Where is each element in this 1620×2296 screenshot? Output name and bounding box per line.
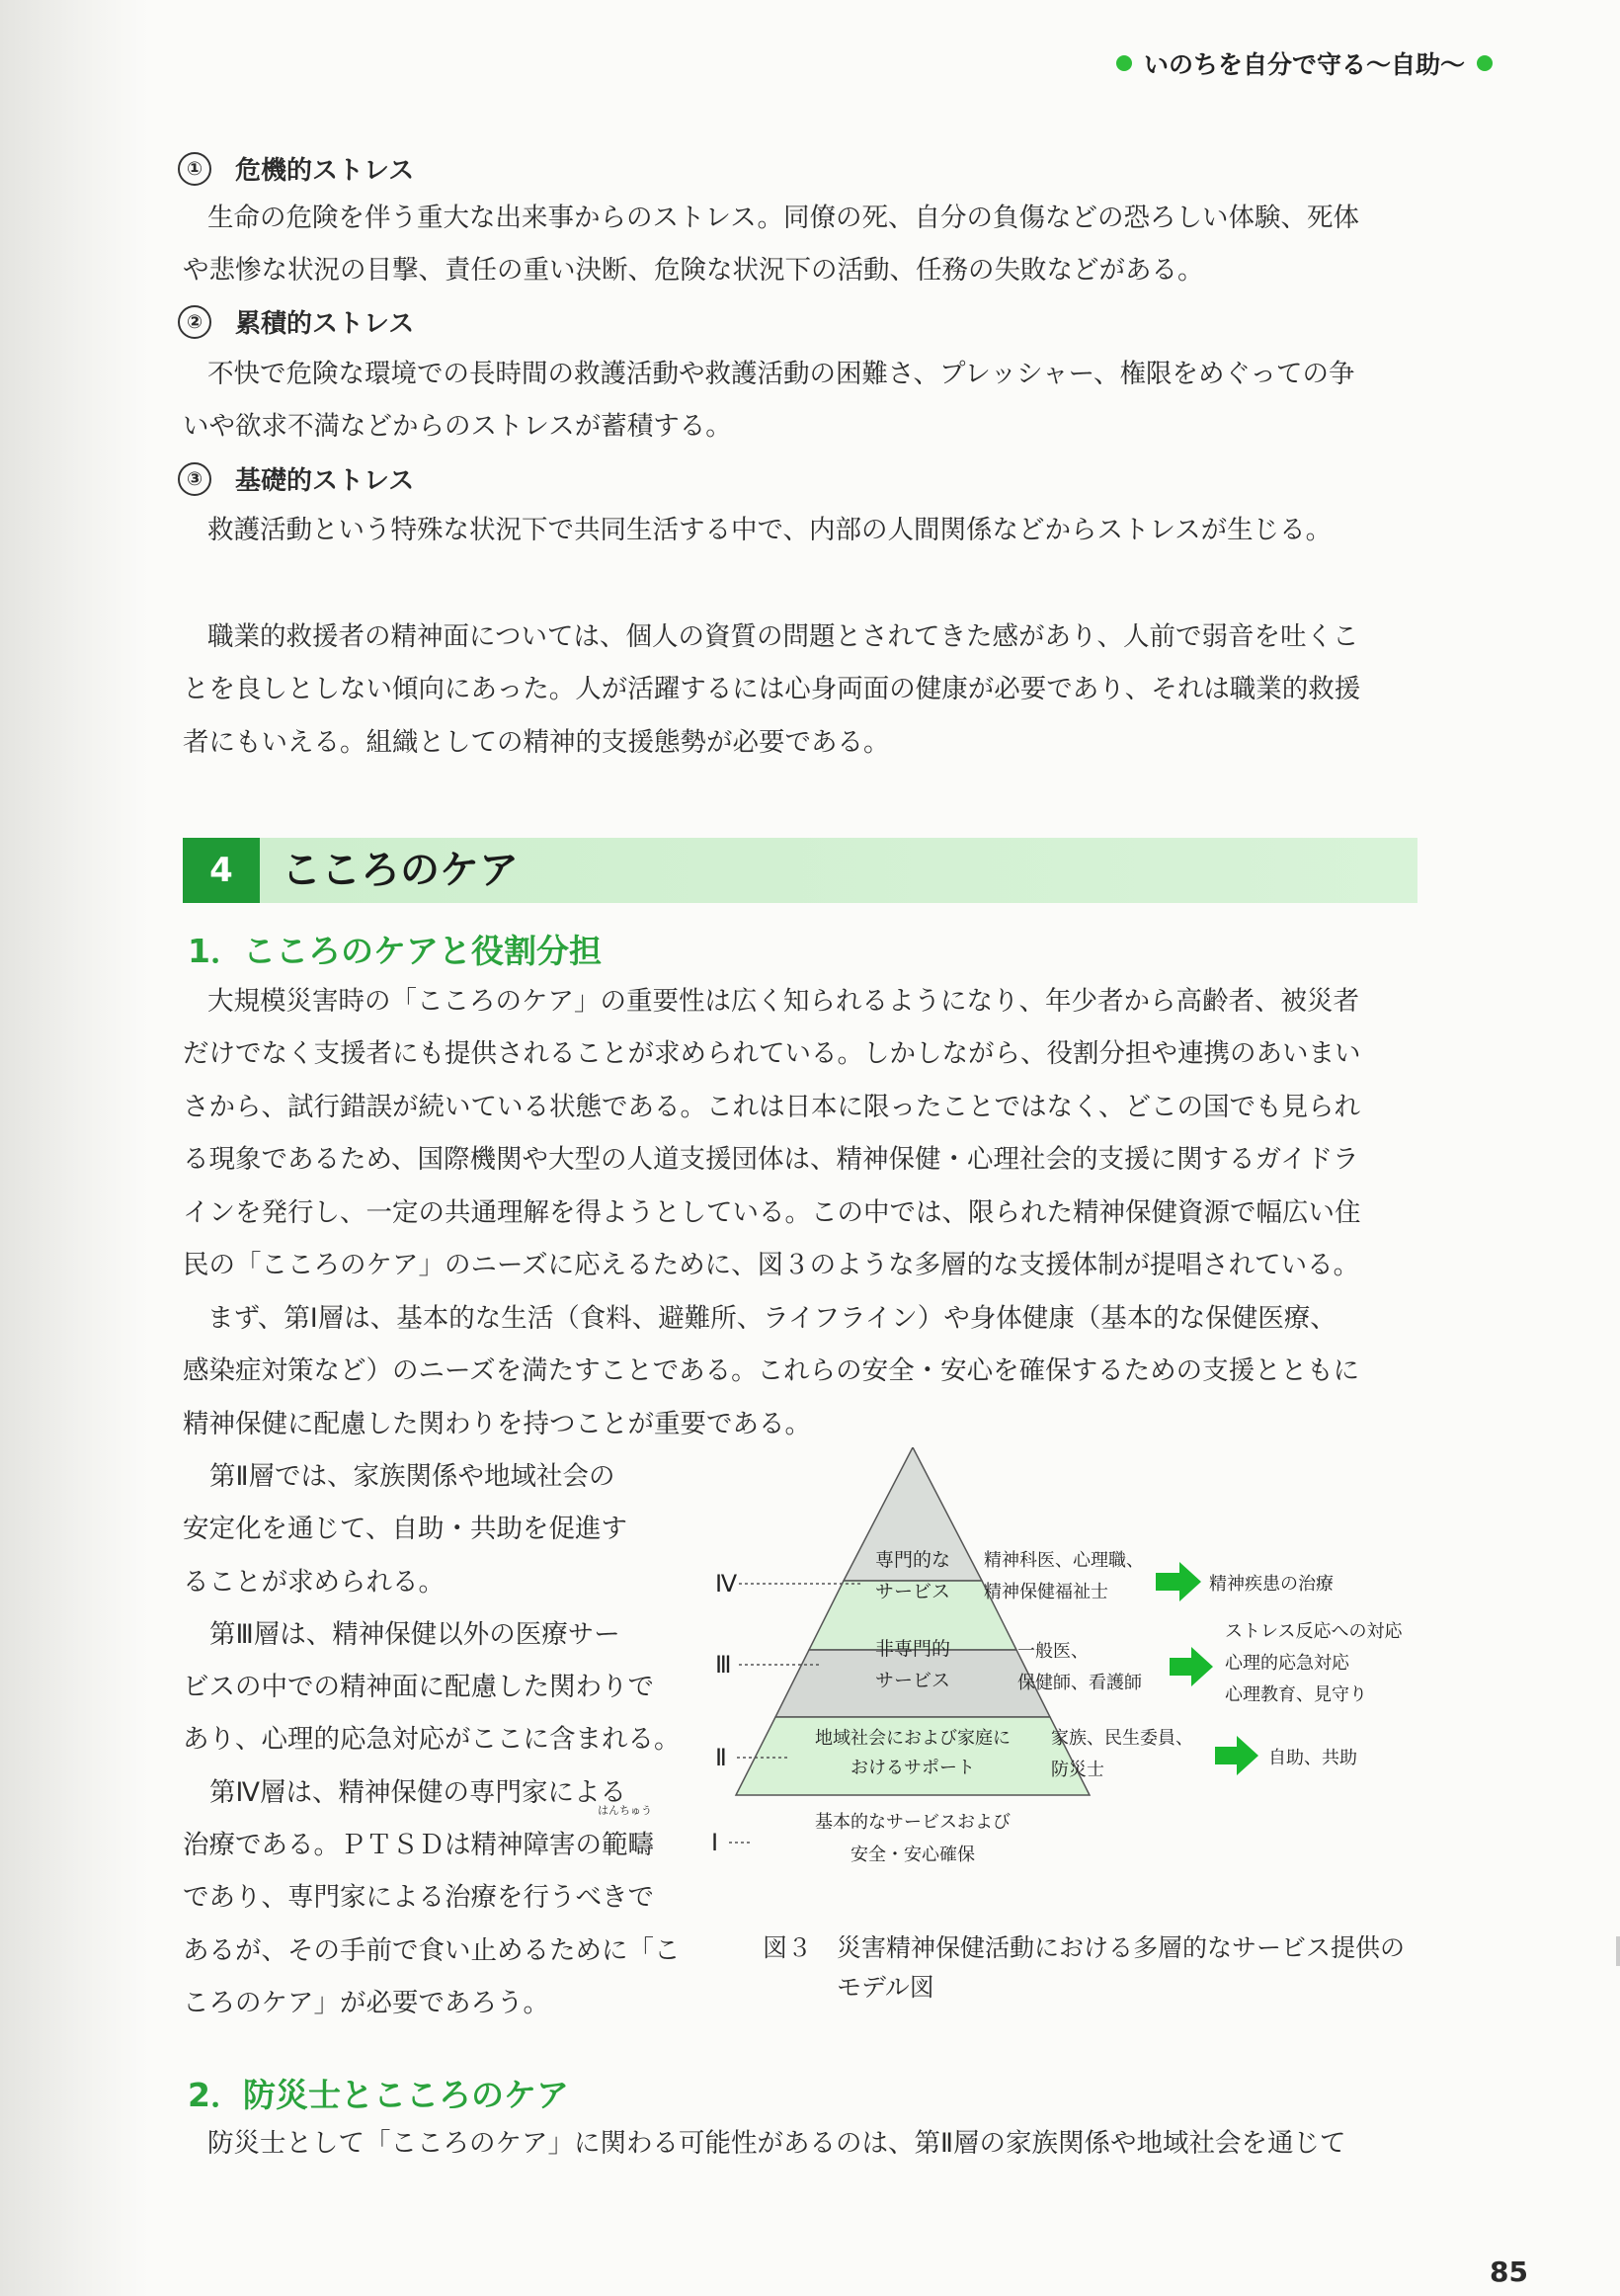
arrow-right-icon <box>1156 1562 1201 1601</box>
level-label: 基本的なサービスおよび <box>815 1812 1011 1833</box>
stress-item-heading <box>178 304 414 344</box>
level-label: 非専門的 <box>874 1638 951 1660</box>
stress-item-body: 生命の危険を伴う重大な出来事からのストレス。同僚の死、自分の負傷などの恐ろしい体験、死体 <box>207 203 1359 233</box>
paragraph-first-line: まず、第Ⅰ層は、基本的な生活（食料、避難所、ライフライン）や身体健康（基本的な保健医療、 <box>207 1303 1336 1334</box>
level-outcome: 心理教育、見守り <box>1225 1684 1367 1705</box>
stress-item-heading <box>178 151 414 191</box>
stress-item-body-cont: や悲惨な状況の目撃、責任の重い決断、危険な状況下の活動、任務の失敗などがある。 <box>183 255 1204 286</box>
stress-item-title: 危機的ストレス <box>235 156 415 186</box>
arrow-right-icon <box>1215 1736 1258 1775</box>
level-actors: 精神科医、心理職、 <box>984 1550 1144 1571</box>
left-column-text: 第Ⅱ層では、家族関係や地域社会の 安定化を通じて、自助・共助を促進す ることが求められる。 第Ⅲ層は、精神保健以外の医療サー ビスの中での精神面に配慮した関わりで あり、心理的応急対応がここに含まれる。 第Ⅳ層は、精神保健の専門家による 治療である。ＰＴＳＤは精神障害の範疇 はんちゅう であり、専門家による治療を行うべきで あるが、その手前で食い止めるために「こ ころのケア」が必要であろう。 <box>183 1461 681 2018</box>
level-actors: 保健師、看護師 <box>1017 1673 1142 1693</box>
level-roman-numeral: Ⅱ <box>715 1744 727 1771</box>
level-outcome: 精神疾患の治療 <box>1209 1574 1334 1595</box>
arrow-right-icon <box>1170 1647 1213 1686</box>
level-outcome: 自助、共助 <box>1268 1748 1357 1768</box>
level-actors: 防災士 <box>1051 1760 1104 1780</box>
level-actors: 家族、民生委員、 <box>1051 1728 1193 1749</box>
stress-item-title: 累積的ストレス <box>235 309 415 339</box>
stress-item-body: 不快で危険な環境での長時間の救護活動や救護活動の困難さ、プレッシャー、権限をめぐっての争 <box>207 359 1355 389</box>
paragraph: だけでなく支援者にも提供されることが求められている。しかしながら、役割分担や連携のあいまい さから、試行錯誤が続いている状態である。これは日本に限ったことではなく、どこの国でも見られ る現象であるため、国際機関や大型の人道支援団体は、精神保健・心理社会的支援に関するガイドラ インを発行し、一定の共通理解を得ようとしている。この中では、限られた精神保健資源で幅広い住 民の「こころのケア」のニーズに応えるために、図３のような多層的な支援体制が提唱されている。 <box>183 1038 1361 1280</box>
level-actors: 一般医、 <box>1017 1641 1089 1662</box>
level-label: おけるサポート <box>850 1758 975 1778</box>
circled-number: ③ <box>178 462 211 496</box>
paragraph-first-line: 大規模災害時の「こころのケア」の重要性は広く知られるようになり、年少者から高齢者、被災者 <box>207 986 1359 1017</box>
subsection-title: 1．こころのケアと役割分担 <box>188 932 602 970</box>
running-header <box>1116 43 1551 83</box>
level-roman-numeral: Ⅳ <box>715 1570 738 1598</box>
level-outcome: 心理的応急対応 <box>1225 1653 1349 1674</box>
ruby-annotation: はんちゅう <box>598 1804 652 1818</box>
subsection-title: 2．防災士とこころのケア <box>188 2076 569 2114</box>
level-label: サービス <box>874 1581 951 1602</box>
intro-paragraph-first-line: 職業的救援者の精神面については、個人の資質の問題とされてきた感があり、人前で弱音を吐くこ <box>207 621 1359 652</box>
section-header <box>183 838 1418 903</box>
level-label: 専門的な <box>874 1549 951 1571</box>
level-outcome: ストレス反応への対応 <box>1225 1621 1403 1642</box>
paragraph-first-line: 防災士として「こころのケア」に関わる可能性があるのは、第Ⅱ層の家族関係や地域社会を通じて <box>207 2128 1346 2159</box>
circled-number: ① <box>178 152 211 186</box>
level-roman-numeral: Ⅲ <box>715 1651 732 1679</box>
figure-number: 図３ <box>763 1933 813 1962</box>
page-number: 85 <box>1490 2255 1528 2288</box>
page-edge-mark <box>1616 1936 1620 1966</box>
level-roman-numeral: Ⅰ <box>711 1829 719 1856</box>
level-label: 安全・安心確保 <box>850 1845 975 1865</box>
paragraph: 感染症対策など）のニーズを満たすことである。これらの安全・安心を確保するための支援とともに 精神保健に配慮した関わりを持つことが重要である。 <box>183 1355 1360 1439</box>
figure-caption: 図３ 災害精神保健活動における多層的なサービス提供の モデル図 <box>763 1928 1434 2008</box>
stress-item-body-cont: いや欲求不満などからのストレスが蓄積する。 <box>183 411 732 442</box>
intro-paragraph: とを良しとしない傾向にあった。人が活躍するには心身両面の健康が必要であり、それは職業的救援 者にもいえる。組織としての精神的支援態勢が必要である。 <box>183 674 1361 758</box>
page-gutter-shadow <box>0 0 148 2296</box>
figure-service-pyramid <box>691 1447 1442 1961</box>
level-actors: 精神保健福祉士 <box>984 1582 1108 1602</box>
pyramid-diagram <box>691 1447 1442 1922</box>
section-title: こころのケア <box>282 848 519 893</box>
level-label: 地域社会におよび家庭に <box>815 1728 1011 1749</box>
section-number: 4 <box>183 838 260 903</box>
stress-item-title: 基礎的ストレス <box>235 466 415 496</box>
green-dot-icon <box>1116 55 1132 71</box>
stress-item-heading <box>178 461 414 501</box>
stress-item-body: 救護活動という特殊な状況下で共同生活する中で、内部の人間関係などからストレスが生じる。 <box>207 515 1333 545</box>
running-header-text: いのちを自分で守る〜自助〜 <box>1144 50 1466 79</box>
green-dot-icon <box>1477 55 1493 71</box>
level-label: サービス <box>874 1670 951 1691</box>
circled-number: ② <box>178 305 211 339</box>
